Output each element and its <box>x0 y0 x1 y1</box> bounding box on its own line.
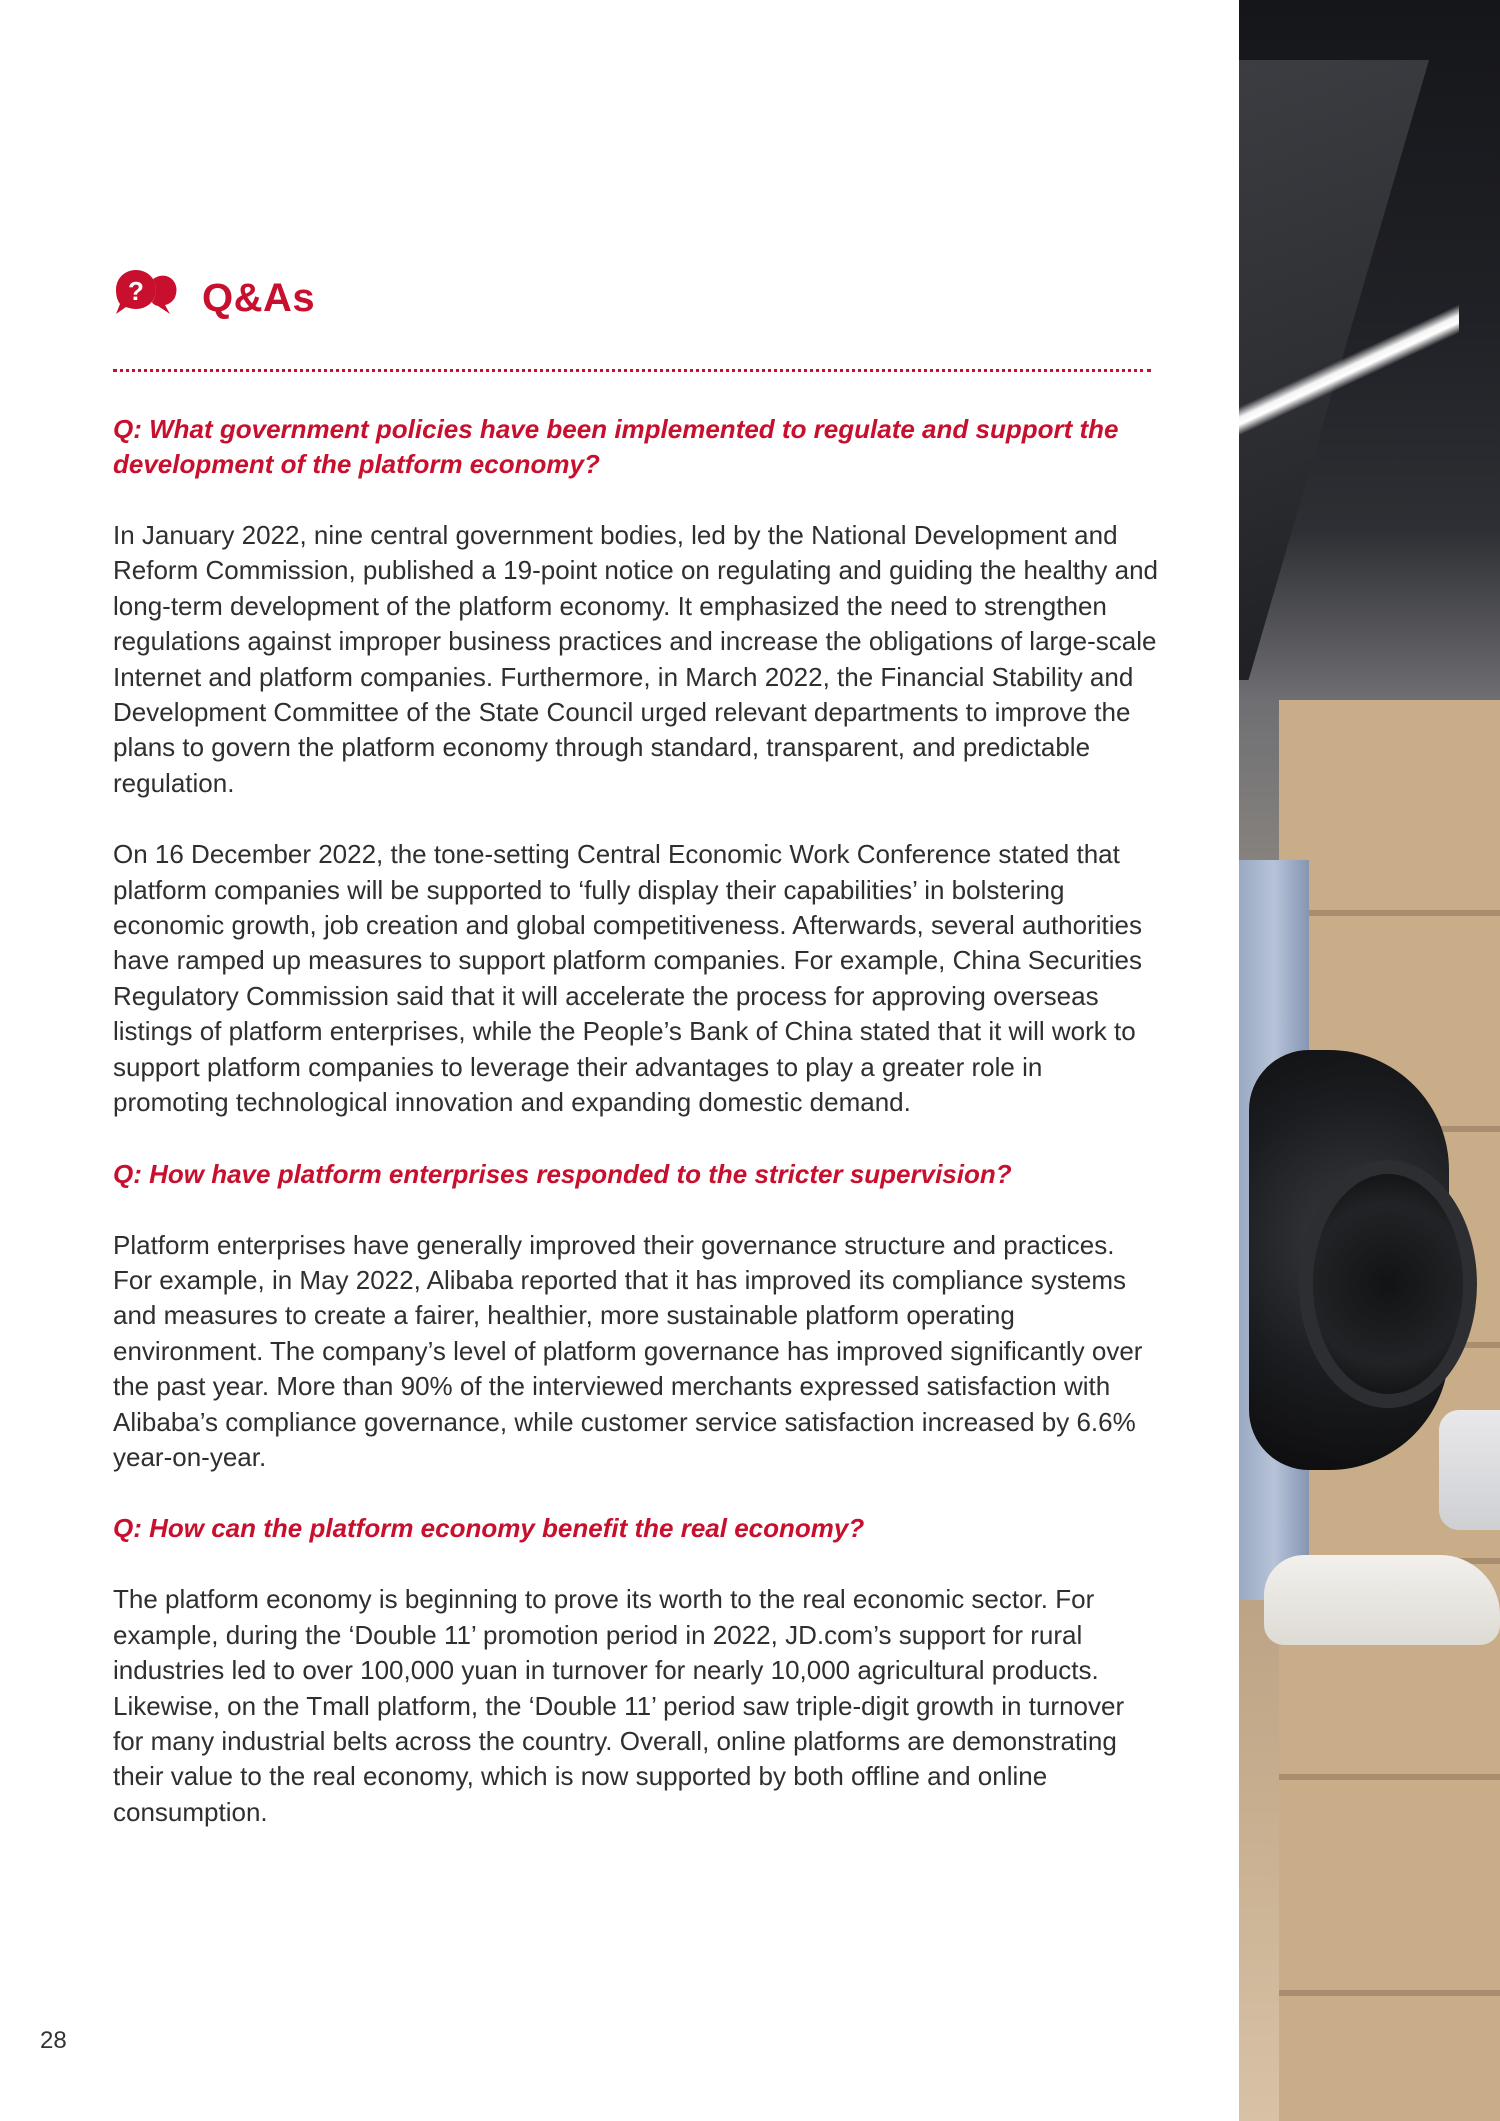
camera-lens <box>1299 1160 1477 1408</box>
light-reflection <box>1239 60 1459 680</box>
white-sneakers <box>1264 1555 1500 1645</box>
page-title: Q&As <box>202 275 316 320</box>
qa-header <box>110 268 315 328</box>
question-speech-bubbles-icon <box>110 268 180 328</box>
answer-paragraph: Platform enterprises have generally improved their governance structure and practices. For example, in May 2022, Alibaba reported that it has improved its compliance systems and measures to create a fairer, healthier, more sustainable platform operating environment. The company’s level of platform governance has improved significantly over the past year. More than 90% of the interviewed merchants expressed satisfaction with Alibaba’s compliance governance, while customer service satisfaction increased by 6.6% year-on-year. <box>113 1229 1143 1472</box>
question-heading: Q: What government policies have been implemented to regulate and support the development of the platform economy? <box>113 414 1119 479</box>
answer-paragraph: In January 2022, nine central government bodies, led by the National Development and Reform Commission, published a 19-point notice on regulating and guiding the healthy and long-term development of the platform economy. It emphasized the need to strengthen regulations against improper business practices and increase the obligations of large-scale Internet and platform companies. Furthermore, in March 2022, the Financial Stability and Development Committee of the State Council urged relevant departments to improve the plans to govern the platform economy through standard, transparent, and predictable regulation. <box>113 520 1158 798</box>
photo-panel <box>1239 0 1500 2121</box>
answer-paragraph: The platform economy is beginning to prove its worth to the real economic sector. For example, during the ‘Double 11’ promotion period in 2022, JD.com’s support for rural industries led to over 100,000 yuan in turnover for nearly 10,000 agricultural products. Likewise, on the Tmall platform, the ‘Double 11’ period saw triple-digit growth in turnover for many industrial belts across the country. Overall, online platforms are demonstrating their value to the real economy, which is now supported by both offline and online consumption. <box>113 1584 1125 1827</box>
divider <box>113 369 1151 372</box>
answer-paragraph: On 16 December 2022, the tone-setting Central Economic Work Conference stated that platform companies will be supported to ‘fully display their capabilities’ in bolstering economic growth, job creation and global competitiveness. Afterwards, several authorities have ramped up measures to support platform companies. For example, China Securities Regulatory Commission said that it will accelerate the process for approving overseas listings of platform enterprises, while the People’s Bank of China stated that it will work to support platform companies to leverage their advantages to play a greater role in promoting technological innovation and expanding domestic demand. <box>113 839 1142 1118</box>
svg-text:?: ? <box>128 276 144 306</box>
question-heading: Q: How have platform enterprises responded to the stricter supervision? <box>113 1158 1012 1189</box>
qa-content <box>113 412 1158 1866</box>
page-number: 28 <box>40 2027 67 2054</box>
question-heading: Q: How can the platform economy benefit the real economy? <box>113 1513 865 1544</box>
sneaker-top <box>1439 1410 1500 1530</box>
